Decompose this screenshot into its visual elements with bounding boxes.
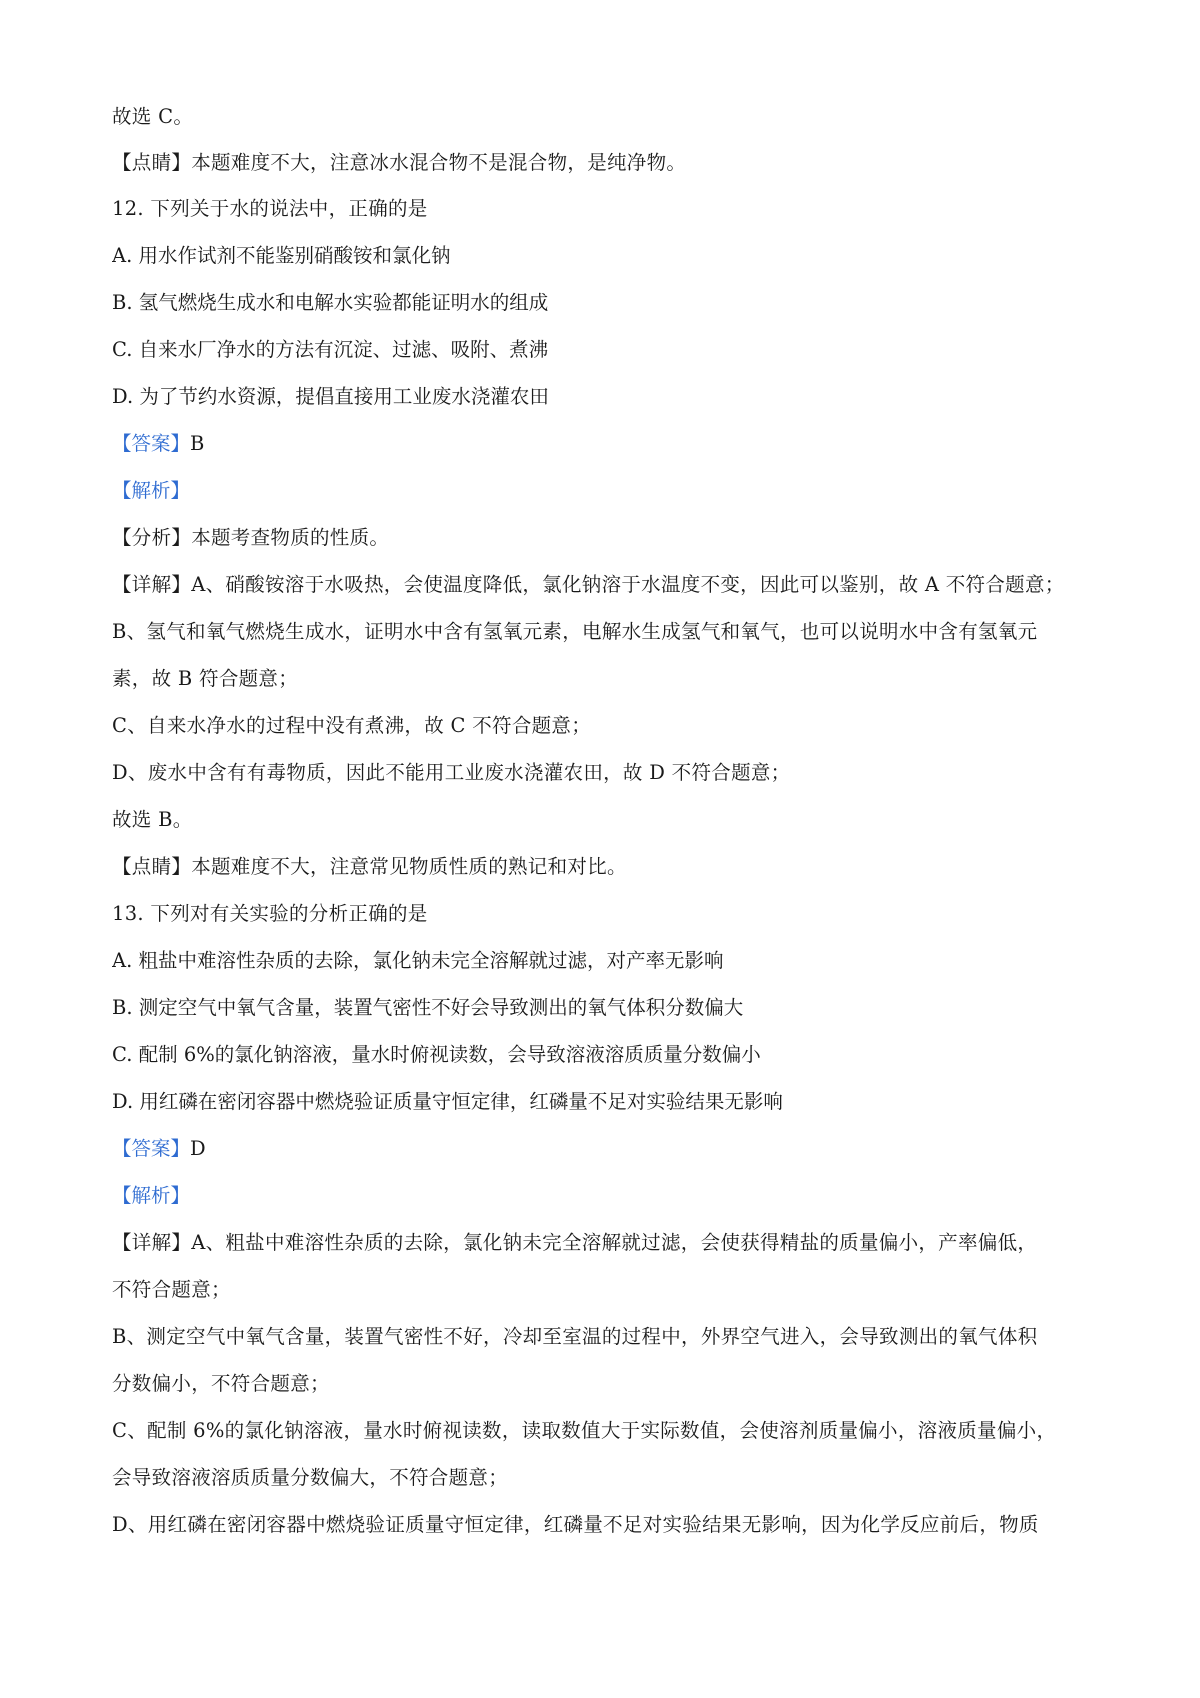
answer-value: D	[190, 1137, 206, 1160]
detail-13-c-line2: 会导致溶液溶质质量分数偏大，不符合题意；	[112, 1466, 509, 1489]
question-13-option-a: A. 粗盐中难溶性杂质的去除，氯化钠未完全溶解就过滤，对产率无影响	[112, 949, 724, 972]
conclusion-q12: 故选 B。	[112, 808, 193, 831]
question-12-option-a: A. 用水作试剂不能鉴别硝酸铵和氯化钠	[112, 244, 451, 267]
question-12-option-d: D. 为了节约水资源，提倡直接用工业废水浇灌农田	[112, 385, 549, 408]
detail-13-a-line1: 【详解】A、粗盐中难溶性杂质的去除，氯化钠未完全溶解就过滤，会使获得精盐的质量偏小，产率偏低，	[112, 1231, 1038, 1254]
detail-13-b-line2: 分数偏小，不符合题意；	[112, 1372, 330, 1395]
detail-13-c-line1: C、配制 6%的氯化钠溶液，量水时俯视读数，读取数值大于实际数值，会使溶剂质量偏小，溶液质量偏小，	[112, 1419, 1057, 1442]
question-13-option-b: B. 测定空气中氧气含量，装置气密性不好会导致测出的氧气体积分数偏大	[112, 996, 744, 1019]
question-13-option-d: D. 用红磷在密闭容器中燃烧验证质量守恒定律，红磷量不足对实验结果无影响	[112, 1090, 783, 1113]
question-12-stem: 12. 下列关于水的说法中，正确的是	[112, 197, 428, 220]
detail-12-d: D、废水中含有有毒物质，因此不能用工业废水浇灌农田，故 D 不符合题意；	[112, 761, 791, 784]
detail-13-d-line1: D、用红磷在密闭容器中燃烧验证质量守恒定律，红磷量不足对实验结果无影响，因为化学反应前后，物质	[112, 1513, 1039, 1536]
answer-value: B	[190, 432, 205, 455]
answer-13	[112, 1136, 1102, 1162]
detail-12-c: C、自来水净水的过程中没有煮沸，故 C 不符合题意；	[112, 714, 592, 737]
question-13-stem: 13. 下列对有关实验的分析正确的是	[112, 902, 428, 925]
remark-q12: 【点睛】本题难度不大，注意常见物质性质的熟记和对比。	[112, 855, 627, 878]
detail-12-a: 【详解】A、硝酸铵溶于水吸热，会使温度降低，氯化钠溶于水温度不变，因此可以鉴别，故 A 不符合题意；	[112, 573, 1065, 596]
question-12-option-c: C. 自来水厂净水的方法有沉淀、过滤、吸附、煮沸	[112, 338, 549, 361]
detail-13-a-line2: 不符合题意；	[112, 1278, 231, 1301]
detail-13-b-line1: B、测定空气中氧气含量，装置气密性不好，冷却至室温的过程中，外界空气进入，会导致测出的氧气体积	[112, 1325, 1038, 1348]
detail-12-b-line1: B、氢气和氧气燃烧生成水，证明水中含有氢氧元素，电解水生成氢气和氧气，也可以说明水中含有氢氧元	[112, 620, 1038, 643]
analysis-summary-12: 【分析】本题考查物质的性质。	[112, 526, 390, 549]
answer-label: 【答案】	[112, 432, 191, 455]
remark-q11: 【点睛】本题难度不大，注意冰水混合物不是混合物，是纯净物。	[112, 151, 687, 174]
answer-12	[112, 431, 1102, 457]
detail-12-b-line2: 素，故 B 符合题意；	[112, 667, 299, 690]
analysis-label-13: 【解析】	[112, 1184, 191, 1207]
question-12-option-b: B. 氢气燃烧生成水和电解水实验都能证明水的组成	[112, 291, 549, 314]
analysis-label-12: 【解析】	[112, 479, 191, 502]
answer-label: 【答案】	[112, 1137, 191, 1160]
question-13-option-c: C. 配制 6%的氯化钠溶液，量水时俯视读数，会导致溶液溶质质量分数偏小	[112, 1043, 761, 1066]
conclusion-q11: 故选 C。	[112, 105, 194, 128]
